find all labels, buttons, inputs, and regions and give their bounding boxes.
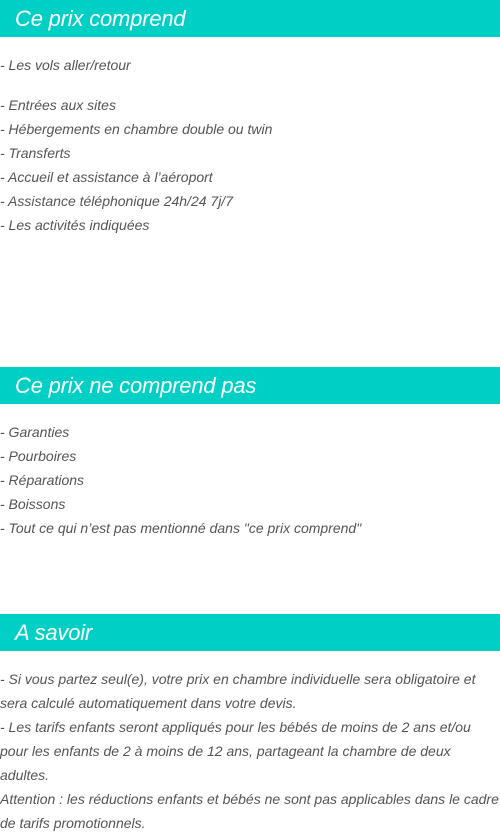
excluded-section-body [0, 420, 500, 540]
list-item: - Garanties [0, 424, 70, 440]
spacer [0, 77, 500, 93]
list-item: - Transferts [0, 145, 71, 161]
info-paragraph: - Les tarifs enfants seront appliqués pour les bébés de moins de 2 ans et/ou pour les enfants de 2 à moins de 12 ans, partageant la chambre de deux adultes. [0, 719, 471, 783]
list-item: - Pourboires [0, 448, 77, 464]
excluded-section-header [0, 367, 500, 404]
knowing-section-title: A savoir [15, 619, 93, 645]
list-item: - Boissons [0, 496, 66, 512]
knowing-section-body [0, 667, 500, 835]
included-section-title: Ce prix comprend [15, 5, 186, 31]
excluded-section-title: Ce prix ne comprend pas [15, 372, 257, 398]
list-item: - Les activités indiquées [0, 217, 150, 233]
list-item: - Accueil et assistance à l’aéroport [0, 169, 213, 185]
included-section-header [0, 0, 500, 37]
list-item: - Les vols aller/retour [0, 57, 131, 73]
list-item: - Tout ce qui n’est pas mentionné dans "ce prix comprend" [0, 520, 362, 536]
list-item: - Réparations [0, 472, 85, 488]
info-paragraph: Attention : les réductions enfants et bébés ne sont pas applicables dans le cadre de tarifs promotionnels. [0, 791, 499, 831]
knowing-section-header [0, 614, 500, 651]
info-paragraph: - Si vous partez seul(e), votre prix en chambre individuelle sera obligatoire et sera calculé automatiquement dans votre devis. [0, 671, 476, 711]
list-item: - Assistance téléphonique 24h/24 7j/7 [0, 193, 233, 209]
list-item: - Entrées aux sites [0, 97, 116, 113]
included-section-body [0, 53, 500, 237]
list-item: - Hébergements en chambre double ou twin [0, 121, 273, 137]
